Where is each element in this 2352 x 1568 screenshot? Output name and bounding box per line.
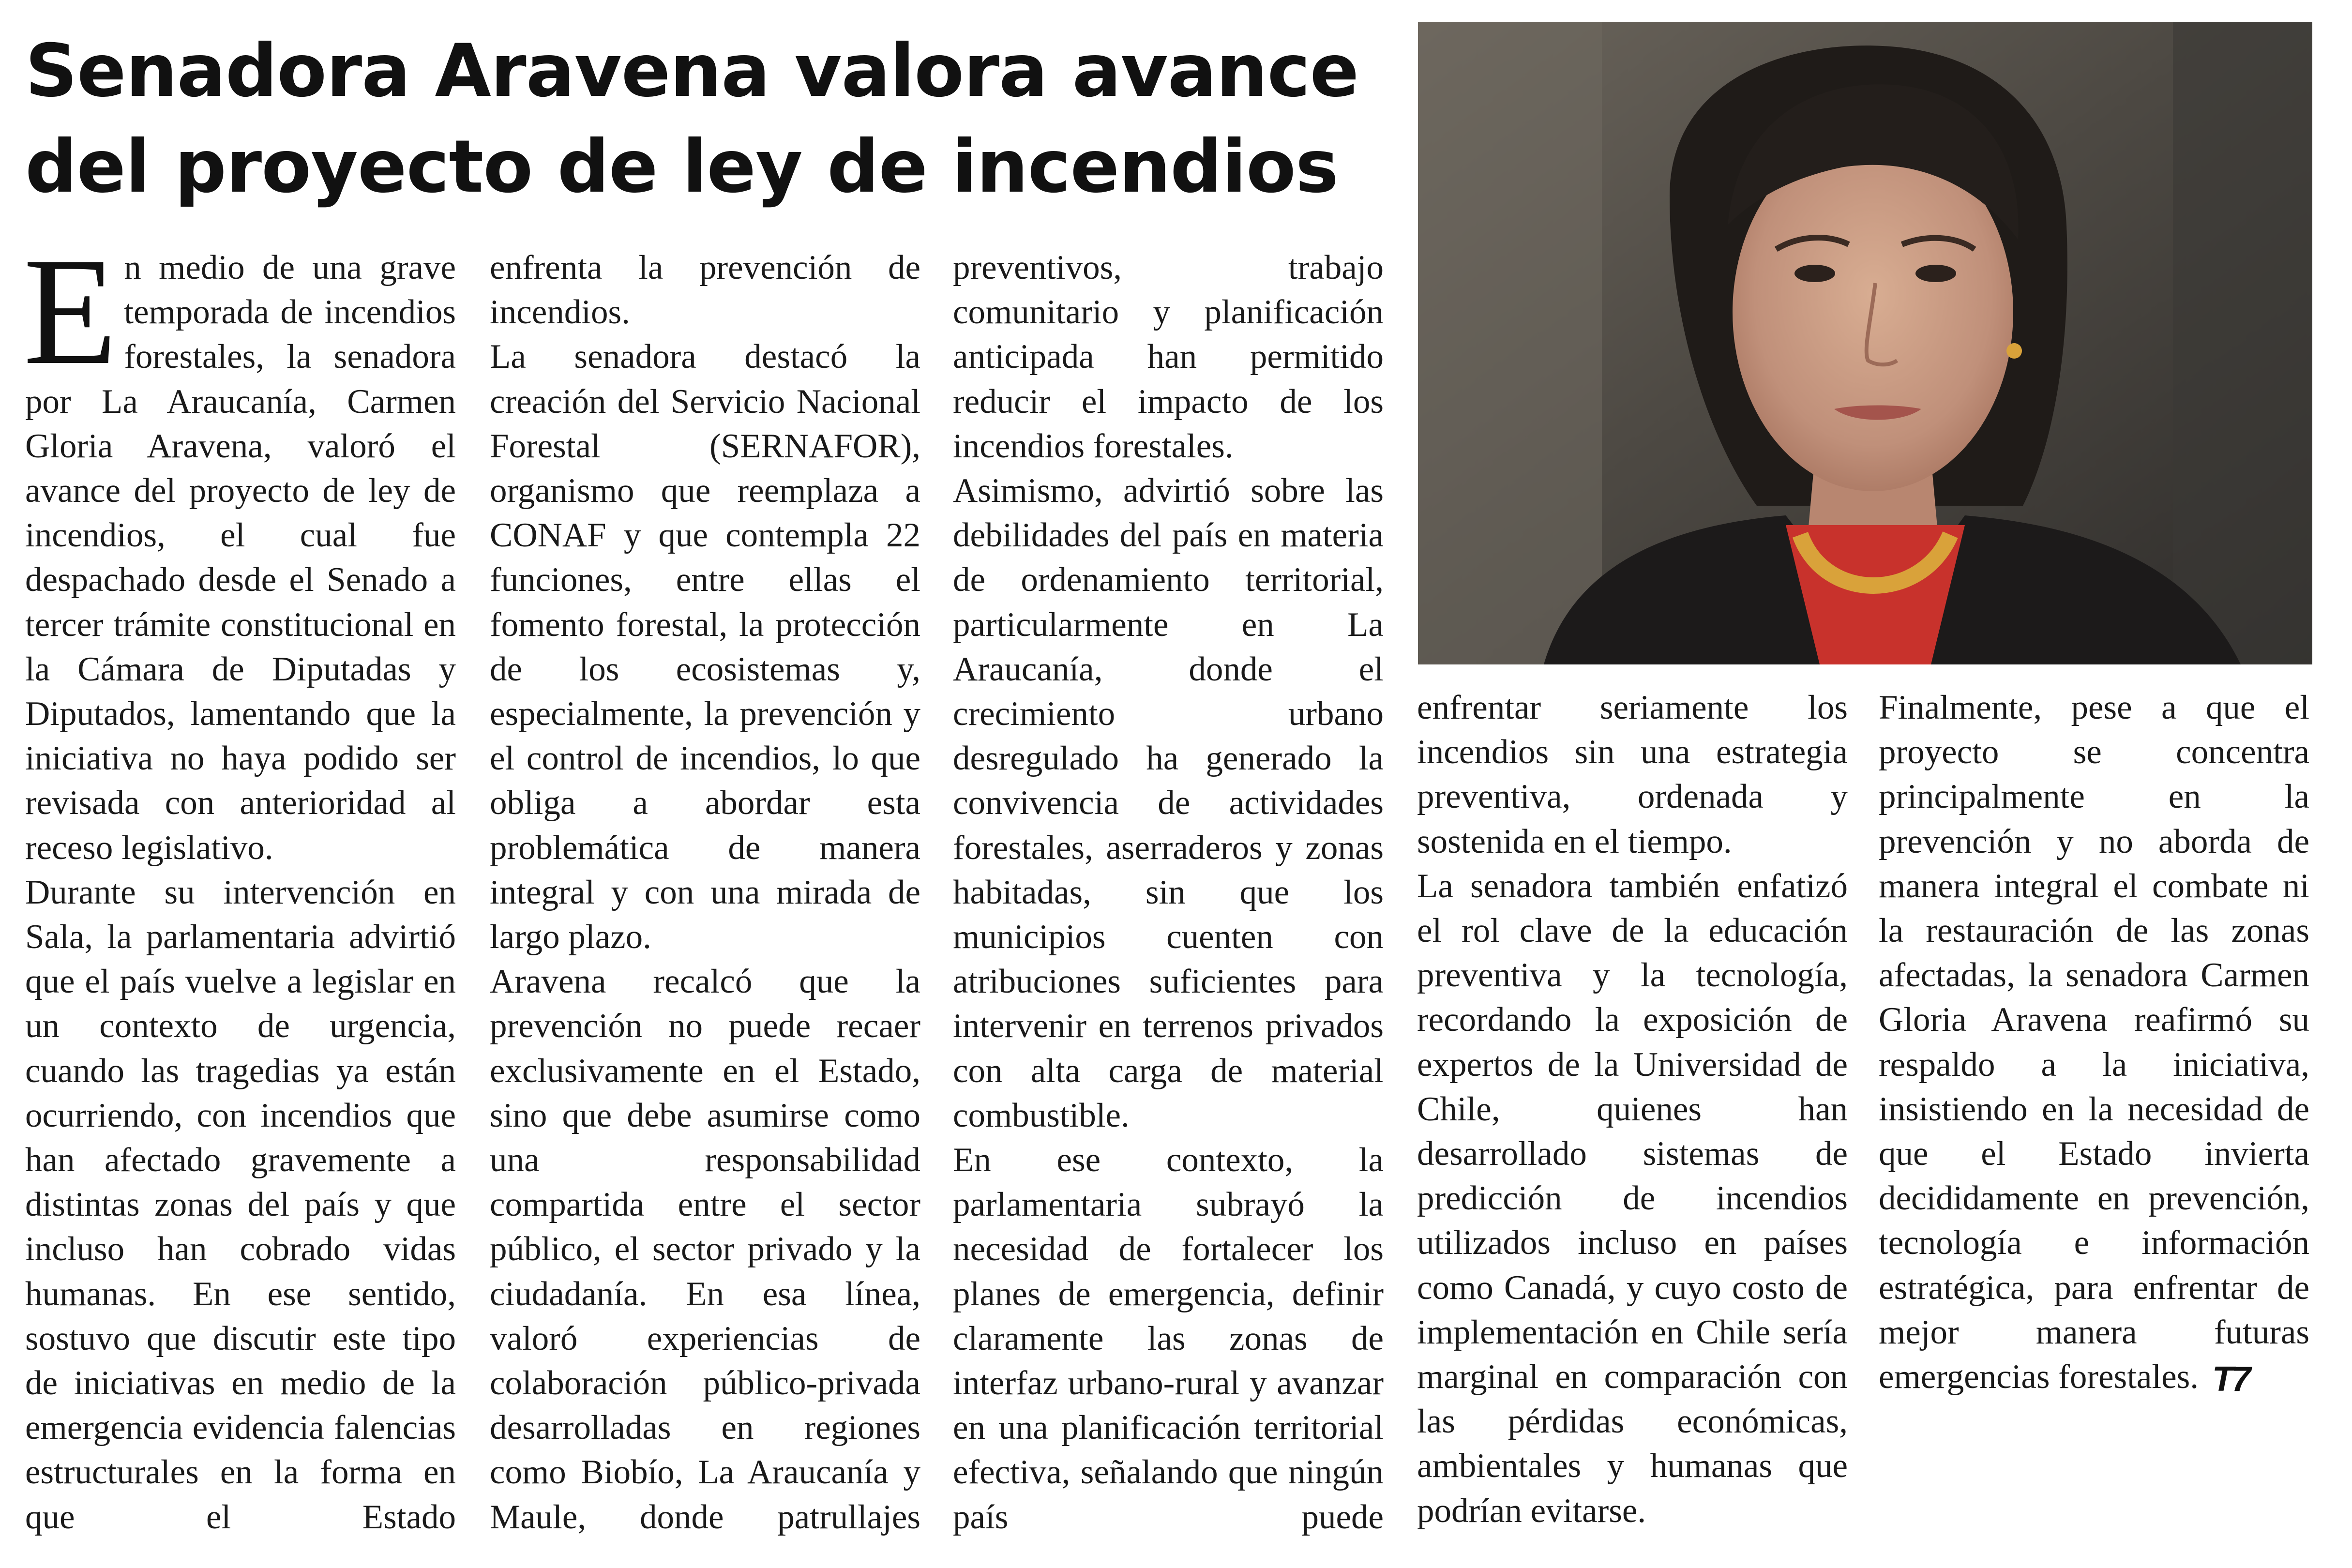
paragraph-text: Durante su intervención en Sala, la parlamentaria advirtió que el país vuelve a legislar en un contexto de urgencia, cuando las tragedias ya están ocurriendo, con incendios que han afectado gravemente a distintas zonas del país y que incluso han cobrado vidas humanas. En ese sentido, sostuvo que discutir este tipo de iniciativas en medio de la emergencia evidencia falencias estructurales en la forma en que el Estado: [25, 873, 456, 1536]
paragraph-text: enfrenta la prevención de incendios.: [490, 249, 920, 332]
end-mark-logo: T7: [2212, 1360, 2249, 1399]
article-paragraph: [1417, 864, 1848, 1533]
paragraph-text: preventivos, trabajo comunitario y planificación anticipada han permitido reducir el impacto de los incendios forestales.: [953, 249, 1384, 465]
article-paragraph-continued: [953, 245, 1384, 468]
paragraph-text: La senadora también enfatizó el rol clave de la educación preventiva y la tecnología, recordando la exposición de expertos de la Universidad de Chile, quienes han desarrollado sistemas de predicción de incendios utilizados incluso en países como Canadá, y cuyo costo de implementación en Chile sería marginal en comparación con las pérdidas económicas, ambientales y humanas que podrían evitarse.: [1417, 867, 1848, 1530]
article-column-1: [23, 226, 456, 1539]
article-paragraph: [23, 226, 456, 870]
article-column-4: [1417, 685, 1848, 1533]
article-paragraph-continued: [490, 245, 920, 334]
paragraph-text: n medio de una grave temporada de incendios forestales, la senadora por La Araucanía, Carmen Gloria Aravena, valoró el avance del proyecto de ley de incendios, el cual fue despachado desde el Senado a tercer trámite constitucional en la Cámara de Diputadas y Diputados, lamentando que la iniciativa no haya podido ser revisada con anterioridad al receso legislativo.: [25, 249, 456, 867]
article-paragraph: [1879, 685, 2309, 1399]
article-paragraph-continued: [1417, 685, 1848, 864]
article-paragraph: [25, 870, 456, 1539]
paragraph-text: En ese contexto, la parlamentaria subrayó la necesidad de fortalecer los planes de emergencia, definir claramente las zonas de interfaz urbano-rural y avanzar en una planificación territorial efectiva, señalando que ningún país puede: [953, 1141, 1384, 1536]
drop-cap: E: [23, 226, 118, 396]
article-paragraph: [490, 959, 920, 1539]
article-paragraph: [953, 468, 1384, 1138]
paragraph-text: La senadora destacó la creación del Servicio Nacional Forestal (SERNAFOR), organismo que reemplaza a CONAF y que contempla 22 funciones, entre ellas el fomento forestal, la protección de los ecosistemas y, especialmente, la prevención y el control de incendios, lo que obliga a abordar esta problemática de manera integral y con una mirada de largo plazo.: [490, 338, 920, 956]
article-photo: [1418, 22, 2312, 664]
paragraph-text: Asimismo, advirtió sobre las debilidades del país en materia de ordenamiento territorial, particularmente en La Araucanía, donde el crecimiento urbano desregulado ha generado la convivencia de actividades forestales, aserraderos y zonas habitadas, sin que los municipios cuenten con atribuciones suficientes para intervenir en terrenos privados con alta carga de material combustible.: [953, 472, 1384, 1134]
article-paragraph: [953, 1138, 1384, 1539]
article-column-5: [1879, 685, 2309, 1399]
paragraph-text: Finalmente, pese a que el proyecto se concentra principalmente en la prevención y no aborda de manera integral el combate ni la restauración de las zonas afectadas, la senadora Carmen Gloria Aravena reafirmó su respaldo a la iniciativa, insistiendo en la necesidad de que el Estado invierta decididamente en prevención, tecnología e información estratégica, para enfrentar de mejor manera futuras emergencias forestales.: [1879, 689, 2309, 1396]
paragraph-text: enfrentar seriamente los incendios sin una estrategia preventiva, ordenada y sostenida en el tiempo.: [1417, 689, 1848, 860]
article-paragraph: [490, 334, 920, 959]
article-column-3: [953, 245, 1384, 1539]
paragraph-text: Aravena recalcó que la prevención no puede recaer exclusivamente en el Estado, sino que debe asumirse como una responsabilidad compartida entre el sector público, el sector privado y la ciudadanía. En esa línea, valoró experiencias de colaboración público-privada desarrolladas en regiones como Biobío, La Araucanía y Maule, donde patrullajes: [490, 963, 920, 1536]
portrait-image: [1418, 22, 2312, 664]
article-headline: Senadora Aravena valora avance del proyecto de ley de incendios: [25, 29, 1359, 209]
article-column-2: [490, 245, 920, 1539]
